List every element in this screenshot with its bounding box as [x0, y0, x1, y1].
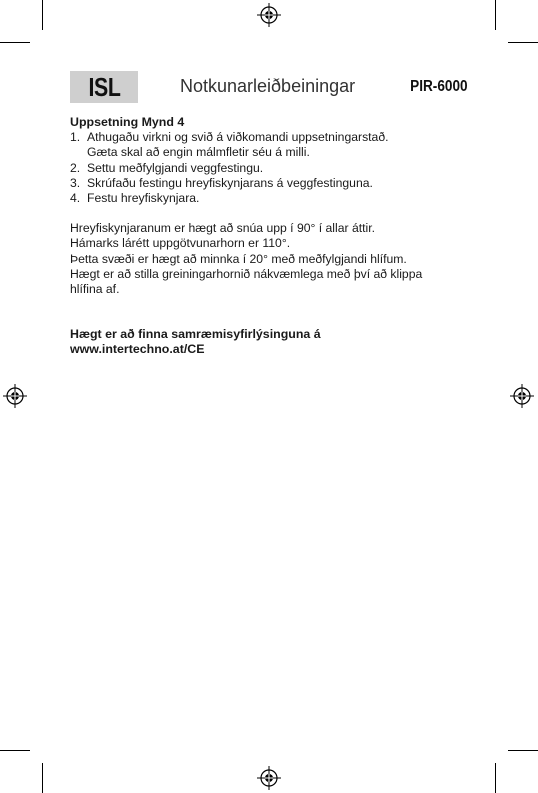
document-header: [70, 71, 468, 103]
model-number: PIR-6000: [410, 78, 468, 95]
step-text: Gæta skal að engin málmfletir séu á milli.: [87, 145, 310, 160]
description-line: Þetta svæði er hægt að minnka í 20° með meðfylgjandi hlífum.: [70, 251, 407, 266]
list-item: [70, 176, 480, 191]
conformity-text: Hægt er að finna samræmisyfirlýsinguna á: [70, 327, 321, 342]
step-number: 2.: [70, 160, 81, 175]
crop-mark: [495, 763, 496, 793]
step-text: Skrúfaðu festingu hreyfiskynjarans á veggfestinguna.: [87, 175, 373, 190]
registration-target-icon: [257, 3, 281, 27]
registration-target-icon: [3, 384, 27, 408]
description-line: Hámarks lárétt uppgötvunarhorn er 110°.: [70, 236, 291, 251]
step-text: Athugaðu virkni og svið á viðkomandi uppsetningarstað.: [87, 130, 389, 145]
list-item: [70, 130, 480, 160]
language-code: ISL: [88, 71, 120, 102]
description-line: Hreyfiskynjaranum er hægt að snúa upp í 90° í allar áttir.: [70, 221, 375, 236]
step-number: 3.: [70, 175, 81, 190]
list-item: [70, 161, 480, 176]
crop-mark: [495, 0, 496, 30]
description-line: Hægt er að stilla greiningarhornið nákvæmlega með því að klippa: [70, 266, 423, 281]
detection-description: [70, 221, 480, 297]
installation-heading: Uppsetning Mynd 4: [70, 115, 185, 129]
conformity-note: [70, 327, 480, 357]
description-line: hlífina af.: [70, 282, 120, 297]
list-item: [70, 191, 480, 206]
crop-mark: [42, 0, 43, 30]
document-title: Notkunarleiðbeiningar: [180, 76, 356, 96]
registration-target-icon: [257, 766, 281, 790]
installation-steps: [70, 130, 480, 206]
registration-target-icon: [510, 384, 534, 408]
step-number: 1.: [70, 130, 81, 145]
step-text: Festu hreyfiskynjara.: [87, 191, 200, 206]
crop-mark: [508, 42, 538, 43]
conformity-url: www.intertechno.at/CE: [70, 342, 205, 357]
crop-mark: [0, 42, 30, 43]
crop-mark: [508, 750, 538, 751]
crop-mark: [0, 750, 30, 751]
language-badge: [70, 71, 138, 103]
step-number: 4.: [70, 191, 81, 206]
crop-mark: [42, 763, 43, 793]
manual-body: [70, 115, 480, 358]
step-text: Settu meðfylgjandi veggfestingu.: [87, 160, 264, 175]
